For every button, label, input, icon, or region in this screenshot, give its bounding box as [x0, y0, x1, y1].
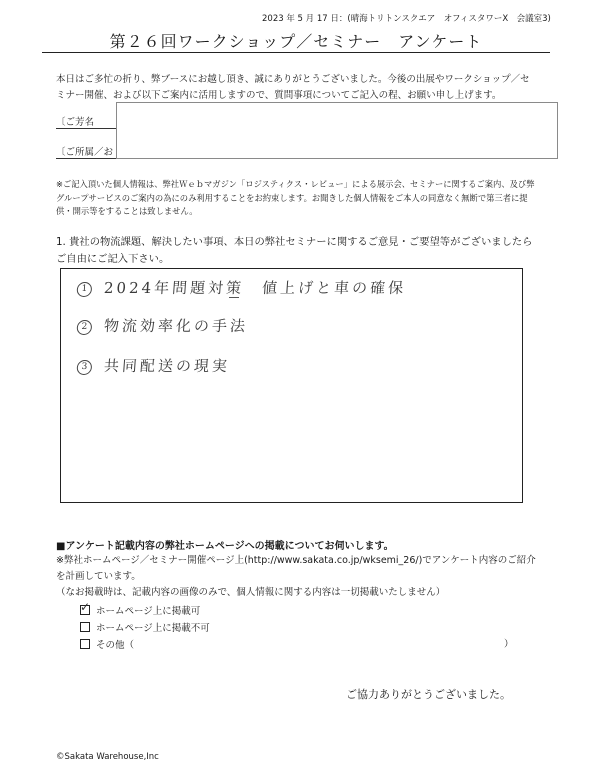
page-title: 第２６回ワークショップ／セミナー アンケート — [109, 32, 483, 51]
publication-disclaimer: （なお掲載時は、記載内容の画像のみで、個人情報に関する内容は一切掲載いたしません） — [56, 587, 446, 598]
handwritten-mark — [229, 297, 239, 298]
answer-text: 共同配送の現実 — [103, 357, 231, 375]
option-label: その他（ — [96, 640, 135, 651]
option-publish-ng[interactable] — [80, 620, 210, 634]
option-other[interactable] — [80, 637, 134, 651]
answer-number: 2 — [76, 320, 92, 335]
option-publish-ok[interactable] — [80, 600, 201, 617]
thanks-message: ご協力ありがとうございました。 — [346, 688, 511, 701]
checkbox[interactable] — [80, 639, 90, 649]
answer-line-1 — [76, 277, 407, 298]
option-label: ホームページ上に掲載可 — [96, 606, 201, 617]
answer-line-3 — [76, 355, 230, 376]
title-underline — [42, 52, 550, 53]
check-icon: ✓ — [80, 600, 91, 614]
option-other-close: ） — [504, 639, 514, 650]
answer-text: 2024年問題対策 値上げと車の確保 — [103, 279, 407, 297]
answer-line-2 — [76, 315, 248, 336]
redaction-box — [116, 102, 558, 159]
company-name-label: 〔ご芳名 — [56, 117, 95, 128]
copyright: ©Sakata Warehouse,Inc — [56, 752, 159, 762]
answer-number: 3 — [76, 360, 92, 375]
privacy-notice: ※ご記入頂いた個人情報は、弊社Ｗｅｂマガジン「ロジスティクス・レビュー」による展示会、セミナーに関するご案内、及び弊グループサービスのご案内の為にのみ利用することをお約束します。お聞きした個人情報をご本人の同意なく無断で第三者に提供・開示等をすることは致しません。 — [56, 179, 535, 216]
checkbox[interactable] — [80, 600, 91, 615]
answer-number: 1 — [76, 282, 92, 297]
question-1: 1. 貴社の物流課題、解決したい事項、本日の弊社セミナーに関するご意見・ご要望等がございましたらご自由にご記入下さい。 — [56, 236, 533, 265]
intro-text: 本日はご多忙の折り、弊ブースにお越し頂き、誠にありがとうございました。今後の出展やワークショップ／セミナー開催、および以下ご案内に活用しますので、質問事項についてご記入の程、お願い申し上げます。 — [56, 74, 530, 101]
date-venue: 2023 年 5 月 17 日：(晴海トリトンスクエア オフィスタワーX 会議室3) — [262, 14, 551, 24]
answer-text: 物流効率化の手法 — [103, 317, 249, 335]
checkbox[interactable] — [80, 622, 90, 632]
option-label: ホームページ上に掲載不可 — [96, 623, 210, 634]
affiliation-label: 〔ご所属／お — [56, 147, 114, 158]
publication-note: ※弊社ホームページ／セミナー開催ページ上(http://www.sakata.co.jp/wksemi_26/)でアンケート内容のご紹介を計画しています。 — [56, 555, 536, 582]
publication-heading: ■アンケート記載内容の弊社ホームページへの掲載についてお伺いします。 — [56, 541, 394, 552]
answer-box[interactable] — [60, 268, 523, 503]
